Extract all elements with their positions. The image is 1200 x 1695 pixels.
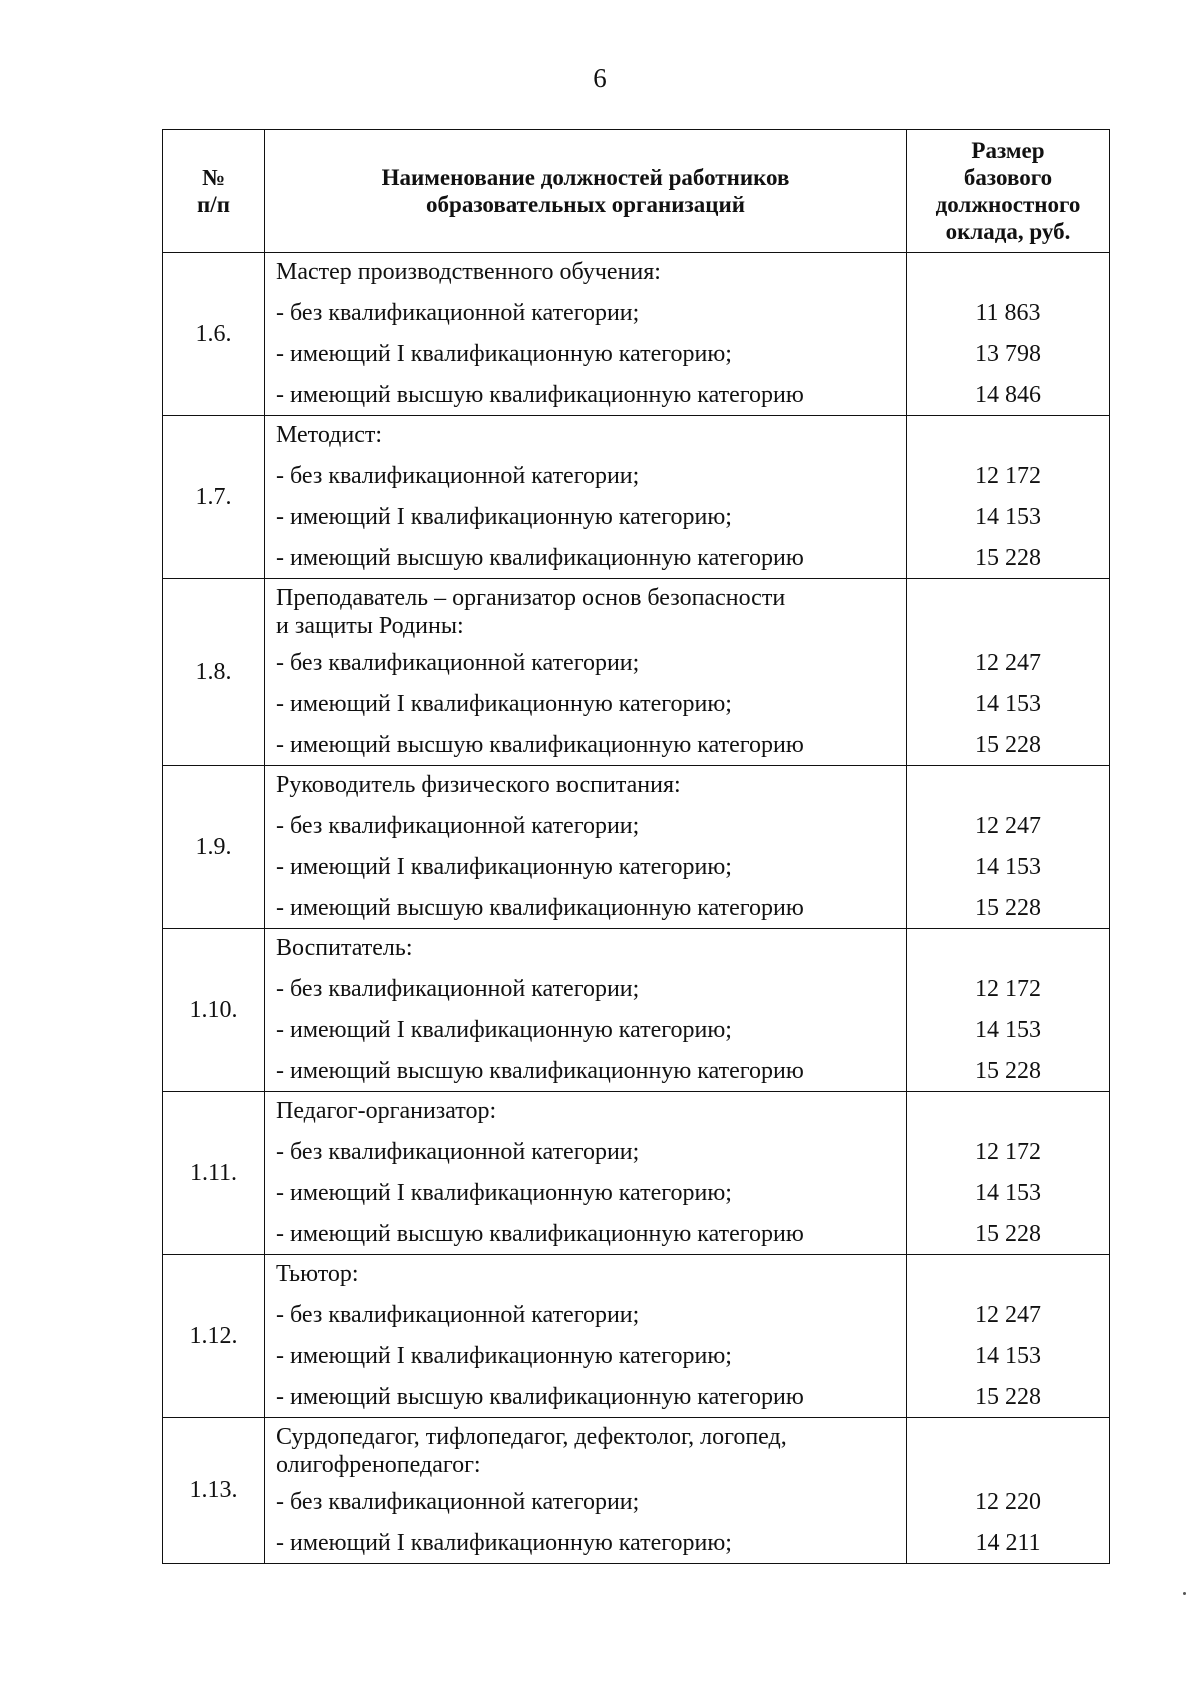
position-cell xyxy=(265,1255,907,1418)
position-cell xyxy=(265,416,907,579)
category-label: - имеющий I квалификационную категорию; xyxy=(276,1343,732,1369)
header-salary-line: базового xyxy=(963,165,1053,190)
salary-table xyxy=(162,129,1110,1564)
category-label: - без квалификационной категории; xyxy=(276,650,640,676)
salary-title-spacer xyxy=(907,258,1109,299)
position-title: олигофренопедагог: xyxy=(276,1452,481,1478)
row-number: 1.9. xyxy=(163,766,265,929)
salary-cell xyxy=(907,416,1110,579)
category-label: - без квалификационной категории; xyxy=(276,976,640,1002)
scan-speck xyxy=(1183,1592,1186,1595)
table-row xyxy=(163,416,1110,579)
position-title: Педагог-организатор: xyxy=(276,1098,497,1124)
salary-cell xyxy=(907,1255,1110,1418)
salary-value: 12 172 xyxy=(975,463,1041,489)
table-row xyxy=(163,1418,1110,1564)
category-label: - без квалификационной категории; xyxy=(276,813,640,839)
salary-cell xyxy=(907,579,1110,766)
salary-title-spacer xyxy=(907,584,1109,649)
salary-value: 12 220 xyxy=(975,1489,1041,1515)
position-title: и защиты Родины: xyxy=(276,613,464,639)
salary-cell xyxy=(907,1418,1110,1564)
position-title: Воспитатель: xyxy=(276,935,413,961)
row-number: 1.8. xyxy=(163,579,265,766)
salary-value: 14 153 xyxy=(975,854,1041,880)
position-title: Методист: xyxy=(276,422,383,448)
header-position-line: Наименование должностей работников xyxy=(381,165,790,190)
salary-cell xyxy=(907,1092,1110,1255)
salary-title-spacer xyxy=(907,771,1109,812)
salary-title-spacer xyxy=(907,1097,1109,1138)
category-label: - имеющий I квалификационную категорию; xyxy=(276,341,732,367)
position-cell xyxy=(265,1418,907,1564)
header-number xyxy=(163,130,265,253)
header-salary-line: оклада, руб. xyxy=(945,219,1071,244)
row-number: 1.6. xyxy=(163,253,265,416)
row-number: 1.11. xyxy=(163,1092,265,1255)
category-label: - без квалификационной категории; xyxy=(276,1489,640,1515)
header-salary-line: должностного xyxy=(935,192,1081,217)
salary-value: 14 153 xyxy=(975,691,1041,717)
position-title: Сурдопедагог, тифлопедагог, дефектолог, логопед, xyxy=(276,1424,787,1450)
table-row xyxy=(163,1255,1110,1418)
table-row xyxy=(163,766,1110,929)
row-number: 1.7. xyxy=(163,416,265,579)
salary-value: 14 153 xyxy=(975,1180,1041,1206)
salary-value: 11 863 xyxy=(975,300,1041,326)
position-cell xyxy=(265,929,907,1092)
category-label: - имеющий I квалификационную категорию; xyxy=(276,854,732,880)
salary-value: 14 153 xyxy=(975,1017,1041,1043)
salary-title-spacer xyxy=(907,934,1109,975)
salary-value: 12 172 xyxy=(975,976,1041,1002)
category-label: - имеющий высшую квалификационную категорию xyxy=(276,545,804,571)
salary-value: 15 228 xyxy=(975,895,1041,921)
salary-value: 12 247 xyxy=(975,1302,1041,1328)
header-number-line: п/п xyxy=(197,192,230,217)
table-row xyxy=(163,253,1110,416)
salary-cell xyxy=(907,929,1110,1092)
salary-value: 15 228 xyxy=(975,1058,1041,1084)
position-title: Тьютор: xyxy=(276,1261,359,1287)
category-label: - имеющий высшую квалификационную категорию xyxy=(276,1221,804,1247)
header-number-line: № xyxy=(201,165,226,190)
row-number: 1.10. xyxy=(163,929,265,1092)
salary-value: 15 228 xyxy=(975,545,1041,571)
salary-title-spacer xyxy=(907,421,1109,462)
page-number: 6 xyxy=(593,63,607,93)
category-label: - без квалификационной категории; xyxy=(276,463,640,489)
position-cell xyxy=(265,1092,907,1255)
salary-value: 14 211 xyxy=(975,1530,1041,1556)
position-cell xyxy=(265,766,907,929)
category-label: - без квалификационной категории; xyxy=(276,1139,640,1165)
category-label: - имеющий высшую квалификационную категорию xyxy=(276,1384,804,1410)
salary-value: 13 798 xyxy=(975,341,1041,367)
category-label: - имеющий высшую квалификационную категорию xyxy=(276,895,804,921)
header-position-name xyxy=(265,130,907,253)
table-row xyxy=(163,929,1110,1092)
salary-title-spacer xyxy=(907,1423,1109,1488)
salary-title-spacer xyxy=(907,1260,1109,1301)
position-title: Мастер производственного обучения: xyxy=(276,259,661,285)
salary-value: 15 228 xyxy=(975,1221,1041,1247)
salary-value: 12 247 xyxy=(975,650,1041,676)
category-label: - имеющий высшую квалификационную категорию xyxy=(276,382,804,408)
category-label: - имеющий I квалификационную категорию; xyxy=(276,1017,732,1043)
category-label: - имеющий высшую квалификационную категорию xyxy=(276,1058,804,1084)
salary-value: 12 172 xyxy=(975,1139,1041,1165)
category-label: - без квалификационной категории; xyxy=(276,300,640,326)
category-label: - имеющий I квалификационную категорию; xyxy=(276,691,732,717)
row-number: 1.13. xyxy=(163,1418,265,1564)
table-row xyxy=(163,579,1110,766)
category-label: - без квалификационной категории; xyxy=(276,1302,640,1328)
category-label: - имеющий I квалификационную категорию; xyxy=(276,504,732,530)
position-title: Преподаватель – организатор основ безопасности xyxy=(276,585,786,611)
header-salary xyxy=(907,130,1110,253)
salary-value: 15 228 xyxy=(975,1384,1041,1410)
salary-value: 12 247 xyxy=(975,813,1041,839)
position-title: Руководитель физического воспитания: xyxy=(276,772,681,798)
category-label: - имеющий I квалификационную категорию; xyxy=(276,1530,732,1556)
salary-value: 14 153 xyxy=(975,1343,1041,1369)
salary-value: 14 153 xyxy=(975,504,1041,530)
header-salary-line: Размер xyxy=(971,138,1045,163)
salary-value: 14 846 xyxy=(975,382,1041,408)
table-row xyxy=(163,1092,1110,1255)
table-body xyxy=(163,253,1110,1564)
salary-cell xyxy=(907,253,1110,416)
category-label: - имеющий I квалификационную категорию; xyxy=(276,1180,732,1206)
salary-value: 15 228 xyxy=(975,732,1041,758)
category-label: - имеющий высшую квалификационную категорию xyxy=(276,732,804,758)
table-header-row xyxy=(163,130,1110,253)
row-number: 1.12. xyxy=(163,1255,265,1418)
header-position-line: образовательных организаций xyxy=(426,192,745,217)
position-cell xyxy=(265,253,907,416)
position-cell xyxy=(265,579,907,766)
salary-cell xyxy=(907,766,1110,929)
